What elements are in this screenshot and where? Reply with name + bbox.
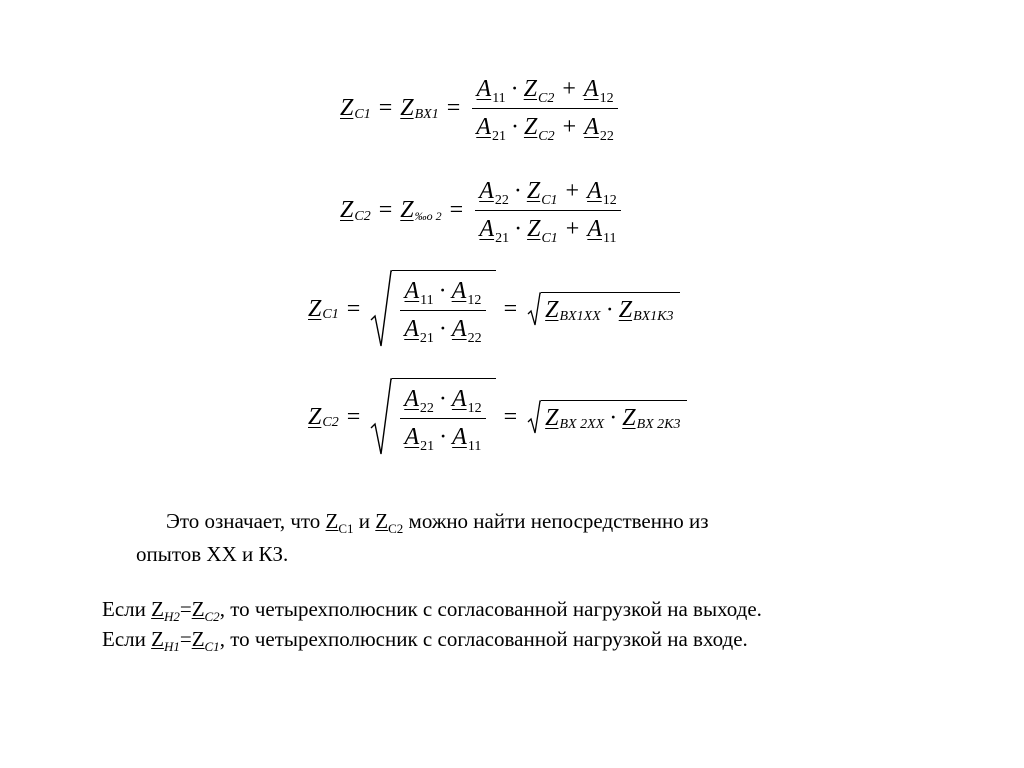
subscript: C2 [538,91,555,106]
equals-sign: = [449,197,464,223]
z-symbol: Z [400,95,414,121]
radical-sign-icon [370,378,392,456]
square-root [527,400,686,434]
numerator [400,386,485,418]
subscript: C1 [204,639,220,654]
subscript: BX 2K3 [636,416,681,432]
denominator [400,311,485,346]
subscript: C2 [388,521,404,536]
equation-zc2-sqrt [308,378,687,456]
z-symbol: Z [191,627,205,651]
square-root [370,270,495,348]
subscript: ‰о 2 [414,209,442,223]
subscript: BX1XX [559,308,601,324]
equals-sign: = [179,597,192,621]
text-fragment: и [353,509,376,533]
square-root [527,292,679,326]
multiply-dot: · [514,216,523,242]
radical-sign-icon [527,400,541,434]
subscript: C2 [354,208,371,224]
equation-zc1-bx1 [340,76,622,144]
multiply-dot: · [439,424,448,450]
subscript: BX1K3 [633,308,674,324]
radicand [392,270,495,348]
multiply-dot: · [513,178,522,204]
z-symbol: Z [325,509,339,533]
subscript: C2 [322,415,339,430]
subscript: H1 [163,639,180,654]
plus-sign: + [562,76,576,102]
a-symbol: A [476,114,491,140]
a-symbol: A [479,178,494,204]
text-fragment: Это означает, что [166,509,326,533]
subscript: 22 [419,401,434,416]
denominator [401,419,486,454]
z-symbol: Z [375,509,389,533]
a-symbol: A [479,216,495,242]
fraction [475,178,621,246]
a-symbol: A [404,424,420,450]
subscript: C1 [354,106,371,122]
subscript: 22 [494,193,509,208]
z-symbol: Z [545,405,559,431]
plus-sign: + [562,114,577,140]
subscript: C1 [541,231,558,246]
paragraph-line [136,506,709,539]
equals-sign: = [378,95,393,121]
subscript: C1 [338,521,354,536]
text-fragment: , то четырехполюсник с согласованной нагрузкой на входе. [219,627,748,651]
text-fragment: , то четырехполюсник с согласованной нагрузкой на выходе. [219,597,762,621]
text-fragment: Если [102,627,152,651]
subscript: 21 [419,331,434,346]
z-symbol: Z [308,403,322,430]
a-symbol: A [404,278,420,304]
numerator [473,76,618,108]
paragraph-output-matched [102,594,762,627]
multiply-dot: · [609,405,618,431]
subscript: BX1 [414,106,439,122]
a-symbol: A [587,216,602,242]
subscript: 11 [420,293,434,308]
a-symbol: A [404,316,419,342]
subscript: C2 [538,129,555,144]
z-symbol: Z [340,197,354,223]
paragraph-line: опытов ХХ и КЗ. [136,542,289,566]
fraction [400,278,485,346]
plus-sign: + [565,216,580,242]
denominator [475,211,620,246]
subscript: 12 [602,193,617,208]
subscript: C1 [322,307,339,322]
subscript: C2 [204,609,220,624]
z-symbol: Z [191,597,205,621]
equals-sign: = [378,197,393,223]
text-fragment: можно найти непосредственно из [403,509,709,533]
subscript: 11 [603,231,617,246]
z-symbol: Z [151,627,164,651]
subscript: C1 [541,193,558,208]
multiply-dot: · [510,114,519,140]
subscript: 21 [420,439,435,454]
a-symbol: A [476,76,492,102]
z-symbol: Z [526,178,541,204]
numerator [401,278,486,310]
equals-sign: = [346,295,361,322]
z-symbol: Z [308,295,322,322]
equals-sign: = [503,403,518,430]
radical-sign-icon [527,292,541,326]
multiply-dot: · [438,316,447,342]
paragraph-meaning [136,506,709,569]
radicand [541,400,686,434]
equals-sign: = [503,295,518,322]
subscript: 22 [599,129,614,144]
z-symbol: Z [340,95,354,121]
subscript: 21 [495,231,510,246]
a-symbol: A [451,278,467,304]
z-symbol: Z [545,297,559,323]
a-symbol: A [587,178,602,204]
equation-zc1-sqrt [308,270,680,348]
equation-zc2-bx2 [340,178,625,246]
subscript: 22 [467,331,482,346]
numerator [475,178,621,210]
multiply-dot: · [605,297,614,323]
z-symbol: Z [151,597,164,621]
fraction [472,76,618,144]
a-symbol: A [451,316,467,342]
denominator [472,109,618,144]
radical-sign-icon [370,270,392,348]
equals-sign: = [346,403,361,430]
a-symbol: A [584,114,599,140]
fraction [400,386,485,454]
a-symbol: A [452,424,467,450]
paragraph-input-matched [102,624,748,657]
z-symbol: Z [400,197,414,223]
radicand [541,292,679,326]
z-symbol: Z [622,405,636,431]
multiply-dot: · [438,278,447,304]
equals-sign: = [179,627,192,651]
text-fragment: Если [102,597,152,621]
subscript: BX 2XX [559,416,605,432]
multiply-dot: · [510,76,519,102]
subscript: 11 [492,91,506,106]
subscript: 12 [467,293,482,308]
subscript: H2 [163,609,180,624]
z-symbol: Z [618,297,633,323]
radicand [392,378,495,456]
equals-sign: = [446,95,461,121]
z-symbol: Z [527,216,541,242]
a-symbol: A [451,386,467,412]
multiply-dot: · [438,386,447,412]
subscript: 12 [599,91,614,106]
subscript: 11 [467,439,482,454]
plus-sign: + [565,178,580,204]
z-symbol: Z [523,114,538,140]
z-symbol: Z [523,76,538,102]
square-root [370,378,495,456]
a-symbol: A [583,76,599,102]
subscript: 12 [467,401,482,416]
a-symbol: A [404,386,419,412]
subscript: 21 [491,129,506,144]
